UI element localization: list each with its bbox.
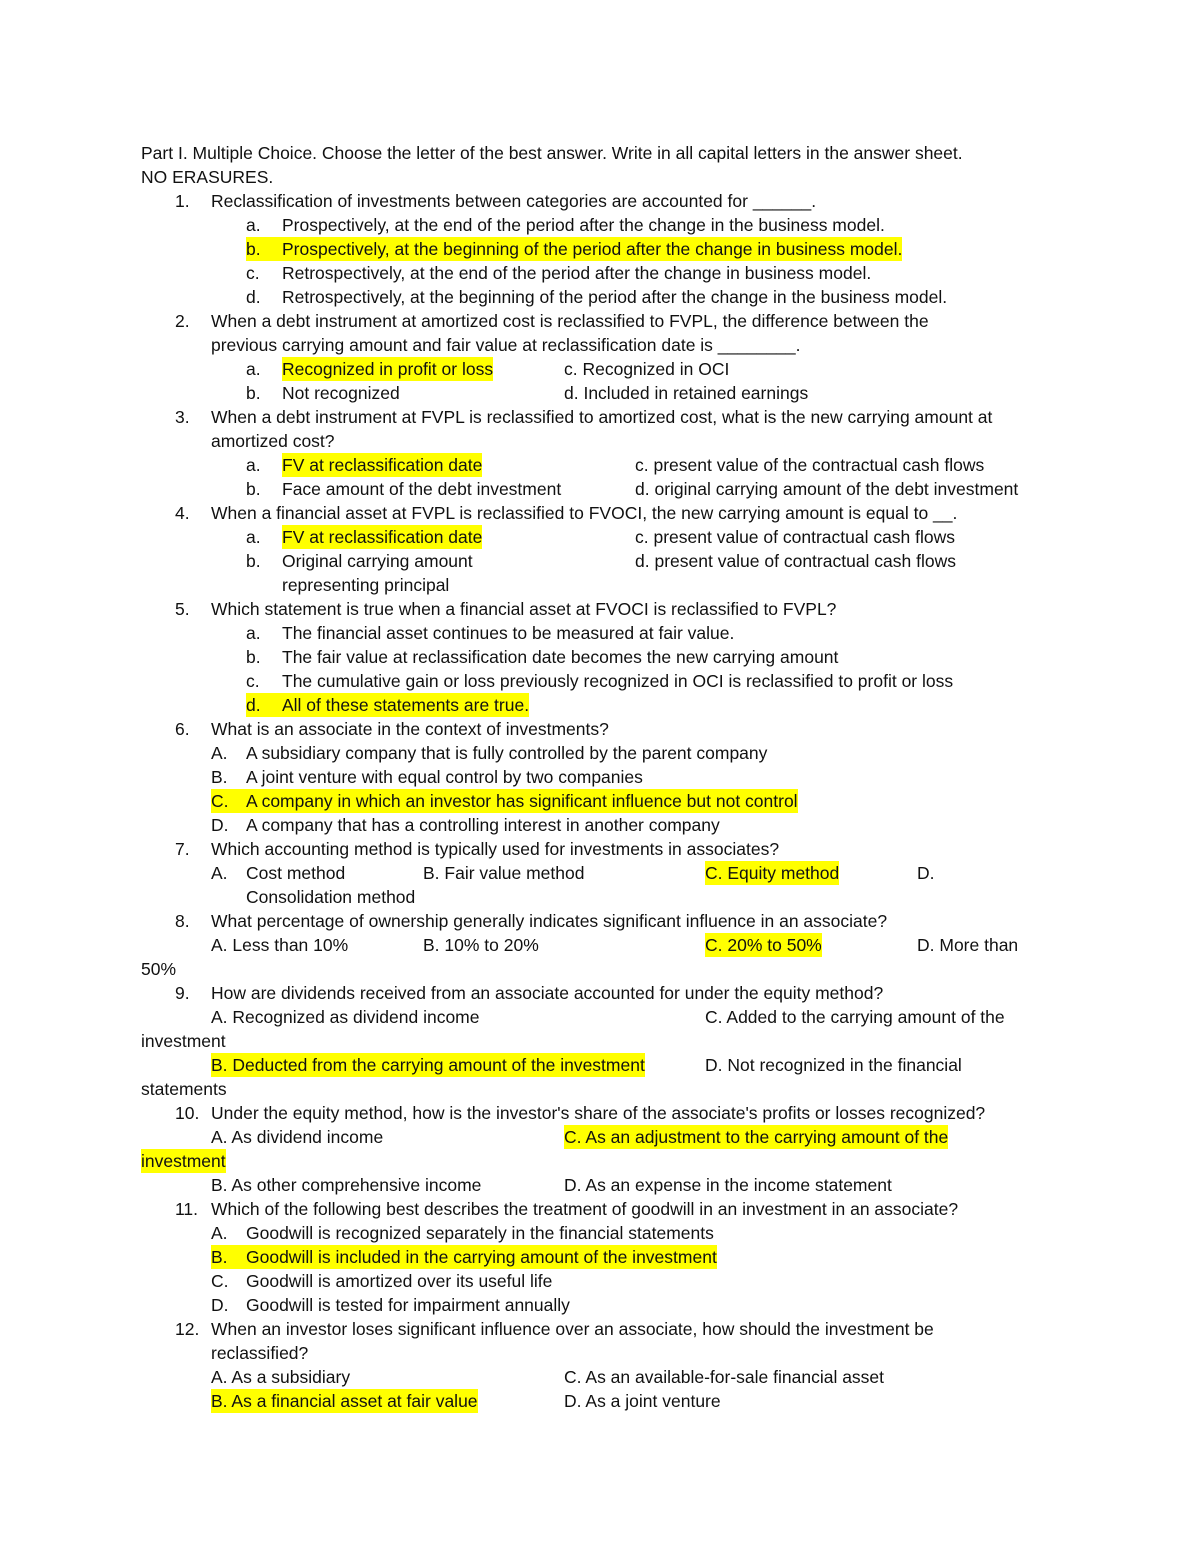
choice-row — [0, 453, 1200, 477]
choice-letter: A. — [211, 743, 228, 763]
choice-text: statements — [141, 1079, 227, 1099]
question-text: How are dividends received from an associate accounted for under the equity method? — [211, 983, 884, 1003]
choice — [0, 1221, 1200, 1245]
choice-letter: B. — [211, 1245, 246, 1269]
choice-text-highlighted: Recognized in profit or loss — [282, 359, 494, 379]
choice-continuation — [0, 885, 1200, 909]
choice-row — [0, 357, 1200, 381]
choice-text: Not recognized — [282, 383, 400, 403]
choice-text: Consolidation method — [246, 887, 416, 907]
choice-correct — [0, 789, 1200, 813]
choice-text: Goodwill is tested for impairment annually — [246, 1295, 570, 1315]
choice-text-highlighted: investment — [141, 1151, 226, 1171]
question-text: previous carrying amount and fair value at reclassification date is ________. — [211, 335, 801, 355]
choice-text: Prospectively, at the end of the period after the change in the business model. — [282, 215, 885, 235]
question-number: 12. — [175, 1319, 200, 1339]
choice-letter: b. — [246, 237, 282, 261]
choice-letter: d. — [246, 693, 282, 717]
choice-text-highlighted: FV at reclassification date — [282, 455, 483, 475]
choice-text: The cumulative gain or loss previously recognized in OCI is reclassified to profit or loss — [282, 671, 954, 691]
choice-text-highlighted: FV at reclassification date — [282, 527, 483, 547]
question-text-line — [0, 1341, 1200, 1365]
question-1 — [0, 189, 1200, 213]
choice-continuation — [0, 957, 1200, 981]
question-5 — [0, 597, 1200, 621]
choice-text: A. Recognized as dividend income — [211, 1007, 480, 1027]
choice-letter: a. — [246, 455, 261, 475]
question-number: 8. — [175, 911, 190, 931]
question-6 — [0, 717, 1200, 741]
choice-text: A subsidiary company that is fully controlled by the parent company — [246, 743, 768, 763]
choice-row — [0, 1053, 1200, 1077]
choice-letter: D. — [211, 1295, 229, 1315]
question-number: 5. — [175, 599, 190, 619]
choice-row — [0, 1365, 1200, 1389]
question-4 — [0, 501, 1200, 525]
choice-text: Cost method — [246, 863, 346, 883]
choice — [0, 1293, 1200, 1317]
question-12 — [0, 1317, 1200, 1341]
choice-text: c. present value of contractual cash flows — [635, 527, 956, 547]
choice — [0, 813, 1200, 837]
choice-row — [0, 477, 1200, 501]
question-number: 7. — [175, 839, 190, 859]
choice-letter: B. — [211, 767, 228, 787]
question-text: What is an associate in the context of investments? — [211, 719, 609, 739]
choice-text: A company that has a controlling interest in another company — [246, 815, 720, 835]
choice-text-highlighted: C. 20% to 50% — [705, 935, 822, 955]
choice-text-highlighted: B. As a financial asset at fair value — [211, 1391, 478, 1411]
choice-row — [0, 381, 1200, 405]
question-number: 3. — [175, 407, 190, 427]
choice-text-highlighted: B. Deducted from the carrying amount of the investment — [211, 1055, 645, 1075]
choice-letter: b. — [246, 551, 261, 571]
choice-text: D. As a joint venture — [564, 1391, 721, 1411]
question-2 — [0, 309, 1200, 333]
choice-text: Original carrying amount — [282, 551, 473, 571]
instructions-line — [0, 141, 1200, 165]
choice-row — [0, 525, 1200, 549]
choice-correct — [0, 693, 1200, 717]
choice-letter: a. — [246, 623, 261, 643]
choice-text-highlighted: C. As an adjustment to the carrying amount of the — [564, 1127, 949, 1147]
question-text: Which of the following best describes the treatment of goodwill in an investment in an associate? — [211, 1199, 959, 1219]
question-3 — [0, 405, 1200, 429]
choice-text: B. As other comprehensive income — [211, 1175, 482, 1195]
choice-letter: b. — [246, 383, 261, 403]
choice-text: Goodwill is recognized separately in the financial statements — [246, 1223, 714, 1243]
choice — [0, 621, 1200, 645]
choice-letter: D. — [211, 815, 229, 835]
choice-letter: c. — [246, 671, 260, 691]
choice-text: A. As dividend income — [211, 1127, 384, 1147]
choice-text: The fair value at reclassification date becomes the new carrying amount — [282, 647, 839, 667]
question-7 — [0, 837, 1200, 861]
choice-letter: A. — [211, 1223, 228, 1243]
choice-text-highlighted: A company in which an investor has significant influence but not control — [246, 791, 798, 811]
choice-letter: a. — [246, 215, 261, 235]
question-8 — [0, 909, 1200, 933]
question-number: 4. — [175, 503, 190, 523]
choice-row — [0, 1005, 1200, 1029]
choice-correct — [0, 237, 1200, 261]
choice-text: d. Included in retained earnings — [564, 383, 809, 403]
choice-text: A joint venture with equal control by two companies — [246, 767, 643, 787]
choice-text-highlighted: Prospectively, at the beginning of the period after the change in business model. — [282, 239, 903, 259]
question-text: reclassified? — [211, 1343, 309, 1363]
choice-row — [0, 1173, 1200, 1197]
choice-text: c. Recognized in OCI — [564, 359, 730, 379]
choice-correct — [0, 1245, 1200, 1269]
choice-text: investment — [141, 1031, 226, 1051]
question-text: What percentage of ownership generally indicates significant influence in an associate? — [211, 911, 888, 931]
choice-text: C. Added to the carrying amount of the — [705, 1007, 1005, 1027]
choice — [0, 645, 1200, 669]
choice-letter: a. — [246, 359, 261, 379]
choice-continuation — [0, 1149, 1200, 1173]
choice-letter: c. — [246, 263, 260, 283]
choice-letter: A. — [211, 863, 228, 883]
choice-text: The financial asset continues to be measured at fair value. — [282, 623, 735, 643]
choice-text: A. Less than 10% — [211, 935, 349, 955]
choice — [0, 741, 1200, 765]
choice-text: D. Not recognized in the financial — [705, 1055, 962, 1075]
choice-letter: b. — [246, 647, 261, 667]
choice — [0, 213, 1200, 237]
question-text: When a financial asset at FVPL is reclassified to FVOCI, the new carrying amount is equal to __. — [211, 503, 958, 523]
question-number: 10. — [175, 1103, 200, 1123]
choice-text: A. As a subsidiary — [211, 1367, 351, 1387]
question-text: Reclassification of investments between categories are accounted for ______. — [211, 191, 817, 211]
choice-letter: d. — [246, 287, 261, 307]
question-11 — [0, 1197, 1200, 1221]
question-text: When a debt instrument at amortized cost is reclassified to FVPL, the difference between the — [211, 311, 929, 331]
choice-text: Retrospectively, at the beginning of the period after the change in the business model. — [282, 287, 948, 307]
choice-row — [0, 933, 1200, 957]
question-text: Which accounting method is typically used for investments in associates? — [211, 839, 780, 859]
choice-letter: b. — [246, 479, 261, 499]
question-text-line — [0, 333, 1200, 357]
choice-text: d. original carrying amount of the debt investment — [635, 479, 1019, 499]
choice-continuation — [0, 1077, 1200, 1101]
choice-text: c. present value of the contractual cash flows — [635, 455, 985, 475]
choice-text: Face amount of the debt investment — [282, 479, 562, 499]
choice-text: D. As an expense in the income statement — [564, 1175, 892, 1195]
choice-text: 50% — [141, 959, 177, 979]
choice — [0, 285, 1200, 309]
question-number: 2. — [175, 311, 190, 331]
question-text-line — [0, 429, 1200, 453]
question-text: Which statement is true when a financial asset at FVOCI is reclassified to FVPL? — [211, 599, 837, 619]
instructions-text: Part I. Multiple Choice. Choose the letter of the best answer. Write in all capital letters in the answer sheet. — [141, 143, 963, 163]
choice-text: B. Fair value method — [423, 863, 585, 883]
choice-text-highlighted: Goodwill is included in the carrying amount of the investment — [246, 1247, 717, 1267]
question-10 — [0, 1101, 1200, 1125]
question-number: 11. — [175, 1199, 199, 1219]
choice-text: C. As an available-for-sale financial asset — [564, 1367, 885, 1387]
question-number: 1. — [175, 191, 190, 211]
question-text: When an investor loses significant influence over an associate, how should the investment be — [211, 1319, 934, 1339]
question-text: Under the equity method, how is the investor's share of the associate's profits or losses recognized? — [211, 1103, 986, 1123]
choice — [0, 1269, 1200, 1293]
choice-text-highlighted: All of these statements are true. — [282, 695, 530, 715]
choice — [0, 261, 1200, 285]
question-text: amortized cost? — [211, 431, 335, 451]
choice-text-highlighted: C. Equity method — [705, 863, 840, 883]
choice — [0, 669, 1200, 693]
choice-letter: C. — [211, 789, 246, 813]
question-9 — [0, 981, 1200, 1005]
choice-letter: C. — [211, 1271, 229, 1291]
choice-text: D. More than — [917, 935, 1019, 955]
question-text: When a debt instrument at FVPL is reclassified to amortized cost, what is the new carrying amount at — [211, 407, 993, 427]
choice-row — [0, 1389, 1200, 1413]
instructions-text: NO ERASURES. — [141, 167, 274, 187]
choice — [0, 765, 1200, 789]
choice-continuation — [0, 573, 1200, 597]
choice-row — [0, 861, 1200, 885]
instructions-line — [0, 165, 1200, 189]
choice-row — [0, 549, 1200, 573]
choice-row — [0, 1125, 1200, 1149]
choice-letter: D. — [917, 863, 935, 883]
question-number: 9. — [175, 983, 190, 1003]
choice-letter: a. — [246, 527, 261, 547]
choice-text: representing principal — [282, 575, 450, 595]
choice-text: d. present value of contractual cash flows — [635, 551, 957, 571]
choice-text: Retrospectively, at the end of the period after the change in business model. — [282, 263, 872, 283]
choice-text: B. 10% to 20% — [423, 935, 539, 955]
choice-text: Goodwill is amortized over its useful life — [246, 1271, 553, 1291]
question-number: 6. — [175, 719, 190, 739]
choice-continuation — [0, 1029, 1200, 1053]
